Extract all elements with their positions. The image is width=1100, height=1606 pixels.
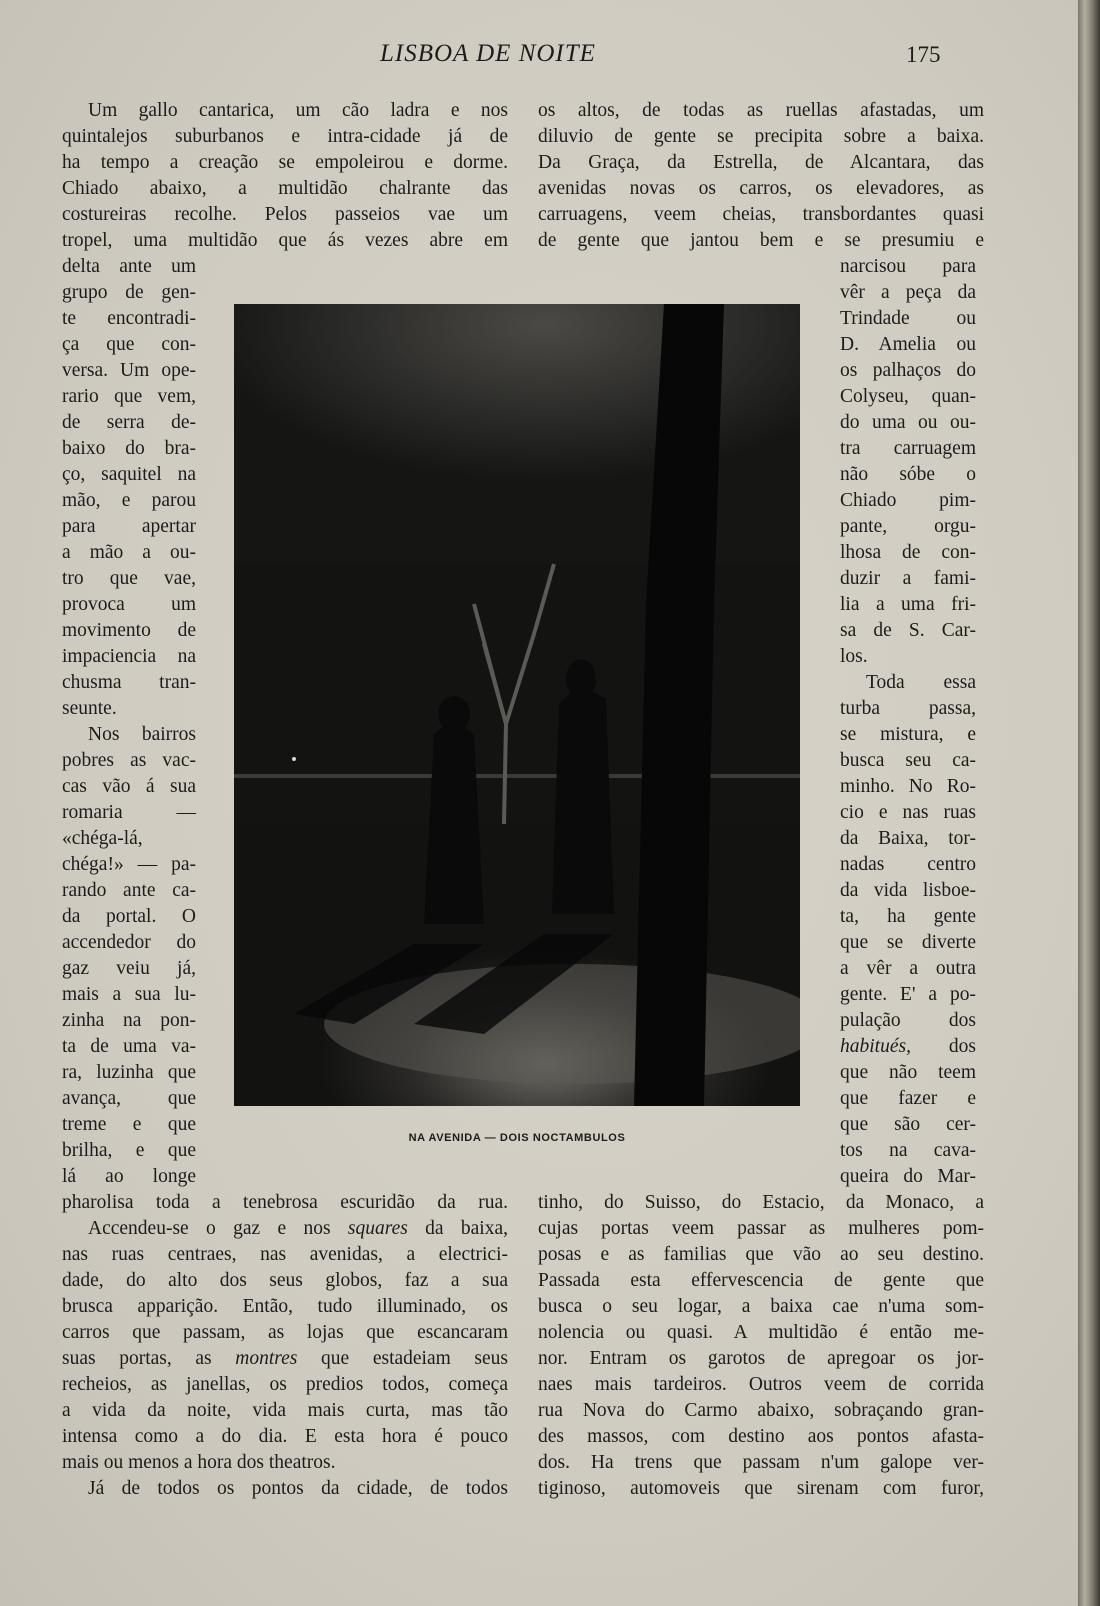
text-line: ço, saquitel na bbox=[62, 464, 196, 485]
text-line: Já de todos os pontos da cidade, de todos bbox=[88, 1478, 508, 1499]
text-line: provoca um bbox=[62, 594, 196, 615]
italic-word: squares bbox=[347, 1218, 408, 1239]
text-line: que se diverte bbox=[840, 932, 976, 953]
text-line: Passada esta effervescencia de gente que bbox=[538, 1270, 984, 1291]
text-line: dade, do alto dos seus globos, faz a sua bbox=[62, 1270, 508, 1291]
text-line: «chéga-lá, bbox=[62, 828, 143, 849]
text-line: tos na cava- bbox=[840, 1140, 976, 1161]
text-line: da Baixa, tor- bbox=[840, 828, 976, 849]
text-line: cujas portas veem passar as mulheres pom- bbox=[538, 1218, 984, 1239]
text-line: rario que vem, bbox=[62, 386, 196, 407]
text-line: treme e que bbox=[62, 1114, 196, 1135]
text-line: chéga!» — pa- bbox=[62, 854, 196, 875]
text-line: cas vão á sua bbox=[62, 776, 196, 797]
text-fragment: dos bbox=[948, 1036, 976, 1057]
text-line: Da Graça, da Estrella, de Alcantara, das bbox=[538, 152, 984, 173]
page-number: 175 bbox=[906, 42, 941, 67]
text-line: que não teem bbox=[840, 1062, 976, 1083]
text-line: carros que passam, as lojas que escancaram bbox=[62, 1322, 508, 1343]
text-fragment: da baixa, bbox=[407, 1218, 508, 1239]
text-line: a mão a ou- bbox=[62, 542, 196, 563]
text-line: queira do Mar- bbox=[840, 1166, 976, 1187]
text-line: accendedor do bbox=[62, 932, 196, 953]
text-line: rando ante ca- bbox=[62, 880, 196, 901]
text-line: cio e nas ruas bbox=[840, 802, 976, 823]
text-line: des massos, com destino aos pontos afasta- bbox=[538, 1426, 984, 1447]
text-line: Chiado abaixo, a multidão chalrante das bbox=[62, 178, 508, 199]
text-line: nadas centro bbox=[840, 854, 976, 875]
text-line: brilha, e que bbox=[62, 1140, 196, 1161]
text-line: Trindade ou bbox=[840, 308, 976, 329]
text-line: recheios, as janellas, os predios todos, começa bbox=[62, 1374, 508, 1395]
text-line: da portal. O bbox=[62, 906, 196, 927]
text-line: turba passa, bbox=[840, 698, 976, 719]
text-line: não sóbe o bbox=[840, 464, 976, 485]
text-line: nolencia ou quasi. A multidão é então me- bbox=[538, 1322, 984, 1343]
text-line: pulação dos bbox=[840, 1010, 976, 1031]
text-line: versa. Um ope- bbox=[62, 360, 196, 381]
text-line: pharolisa toda a tenebrosa escuridão da rua. bbox=[62, 1192, 508, 1213]
text-line: Um gallo cantarica, um cão ladra e nos bbox=[88, 100, 508, 121]
text-line: tinho, do Suisso, do Estacio, da Monaco, a bbox=[538, 1192, 984, 1213]
text-line: sa de S. Car- bbox=[840, 620, 976, 641]
text-line: brusca apparição. Então, tudo illuminado, os bbox=[62, 1296, 508, 1317]
right-column-bottom bbox=[538, 1190, 984, 1502]
text-line: seunte. bbox=[62, 698, 117, 719]
left-column-narrow bbox=[62, 254, 196, 1190]
text-line: carruagens, veem cheias, transbordantes quasi bbox=[538, 204, 984, 225]
text-line: tra carruagem bbox=[840, 438, 976, 459]
text-line: los. bbox=[840, 646, 868, 667]
text-line: grupo de gen- bbox=[62, 282, 196, 303]
text-line: ra, luzinha que bbox=[62, 1062, 196, 1083]
left-column-top bbox=[62, 98, 508, 254]
text-line: do uma ou ou- bbox=[840, 412, 976, 433]
text-line: chusma tran- bbox=[62, 672, 196, 693]
text-line: busca seu ca- bbox=[840, 750, 976, 771]
right-column-narrow bbox=[840, 254, 976, 1190]
text-line: a vêr a outra bbox=[840, 958, 976, 979]
text-line: costureiras recolhe. Pelos passeios vae um bbox=[62, 204, 508, 225]
text-line: de serra de- bbox=[62, 412, 196, 433]
text-line: duzir a fami- bbox=[840, 568, 976, 589]
text-line: movimento de bbox=[62, 620, 196, 641]
text-line: mão, e parou bbox=[62, 490, 196, 511]
text-line: tro que vae, bbox=[62, 568, 196, 589]
photo-caption: NA AVENIDA — DOIS NOCTAMBULOS bbox=[408, 1132, 626, 1144]
italic-word: habitués, bbox=[840, 1036, 911, 1057]
text-line: vêr a peça da bbox=[840, 282, 976, 303]
text-line: ta, ha gente bbox=[840, 906, 976, 927]
italic-word: montres bbox=[235, 1348, 298, 1369]
text-line: diluvio de gente se precipita sobre a baixa. bbox=[538, 126, 984, 147]
text-line: avenidas novas os carros, os elevadores, as bbox=[538, 178, 984, 199]
text-fragment: Accendeu-se o gaz e nos bbox=[88, 1218, 348, 1239]
text-line: nor. Entram os garotos de apregoar os jor- bbox=[538, 1348, 984, 1369]
text-line: tropel, uma multidão que ás vezes abre em bbox=[62, 230, 508, 251]
text-line: busca o seu logar, a baixa cae n'uma som- bbox=[538, 1296, 984, 1317]
text-line: se mistura, e bbox=[840, 724, 976, 745]
left-column-bottom bbox=[62, 1190, 508, 1502]
text-line: lá ao longe bbox=[62, 1166, 196, 1187]
text-line: de gente que jantou bem e se presumiu e bbox=[538, 230, 984, 251]
text-line: ta de uma va- bbox=[62, 1036, 196, 1057]
text-line: D. Amelia ou bbox=[840, 334, 976, 355]
text-line: naes mais tardeiros. Outros veem de corrida bbox=[538, 1374, 984, 1395]
text-line: romaria — bbox=[62, 802, 196, 823]
text-line bbox=[62, 1346, 508, 1372]
text-line: os altos, de todas as ruellas afastadas, um bbox=[538, 100, 984, 121]
text-line: te encontradi- bbox=[62, 308, 196, 329]
text-fragment: que estadeiam seus bbox=[297, 1348, 509, 1369]
photo-illustration bbox=[234, 304, 800, 1106]
text-line: pobres as vac- bbox=[62, 750, 196, 771]
text-line: avança, que bbox=[62, 1088, 196, 1109]
text-fragment: suas portas, as bbox=[62, 1348, 236, 1369]
text-line: rua Nova do Carmo abaixo, sobraçando gran- bbox=[538, 1400, 984, 1421]
text-line: que fazer e bbox=[840, 1088, 976, 1109]
night-avenue-photograph bbox=[234, 304, 800, 1106]
text-line: narcisou para bbox=[840, 256, 976, 277]
text-line: Toda essa bbox=[866, 672, 976, 693]
text-line: minho. No Ro- bbox=[840, 776, 976, 797]
text-line: que são cer- bbox=[840, 1114, 976, 1135]
text-line: baixo do bra- bbox=[62, 438, 196, 459]
text-line: posas e as familias que vão ao seu destino. bbox=[538, 1244, 984, 1265]
text-line: mais a sua lu- bbox=[62, 984, 196, 1005]
text-line: a vida da noite, vida mais curta, mas tão bbox=[62, 1400, 508, 1421]
text-line: os palhaços do bbox=[840, 360, 976, 381]
text-line: nas ruas centraes, nas avenidas, a electrici- bbox=[62, 1244, 508, 1265]
text-line: tiginoso, automoveis que sirenam com furor, bbox=[538, 1478, 984, 1499]
text-line: ha tempo a creação se empoleirou e dorme. bbox=[62, 152, 508, 173]
text-line: Chiado pim- bbox=[840, 490, 976, 511]
text-line: lhosa de con- bbox=[840, 542, 976, 563]
running-title: LISBOA DE NOITE bbox=[380, 40, 596, 67]
text-line: da vida lisboe- bbox=[840, 880, 976, 901]
text-line: pante, orgu- bbox=[840, 516, 976, 537]
page-edge bbox=[1078, 0, 1100, 1606]
text-line: intensa como a do dia. E esta hora é pouco bbox=[62, 1426, 508, 1447]
text-line: gente. E' a po- bbox=[840, 984, 976, 1005]
right-column-top bbox=[538, 98, 984, 254]
text-line: quintalejos suburbanos e intra-cidade já de bbox=[62, 126, 508, 147]
text-line: Colyseu, quan- bbox=[840, 386, 976, 407]
text-line: delta ante um bbox=[62, 256, 196, 277]
text-line bbox=[840, 1034, 976, 1060]
text-line: zinha na pon- bbox=[62, 1010, 196, 1031]
text-line: mais ou menos a hora dos theatros. bbox=[62, 1452, 336, 1473]
text-line: lia a uma fri- bbox=[840, 594, 976, 615]
text-line: ça que con- bbox=[62, 334, 196, 355]
text-line: dos. Ha trens que passam n'um galope ver- bbox=[538, 1452, 984, 1473]
text-line: impaciencia na bbox=[62, 646, 196, 667]
text-line bbox=[62, 1216, 508, 1242]
text-line: gaz veiu já, bbox=[62, 958, 196, 979]
text-line: para apertar bbox=[62, 516, 196, 537]
text-line: Nos bairros bbox=[88, 724, 196, 745]
